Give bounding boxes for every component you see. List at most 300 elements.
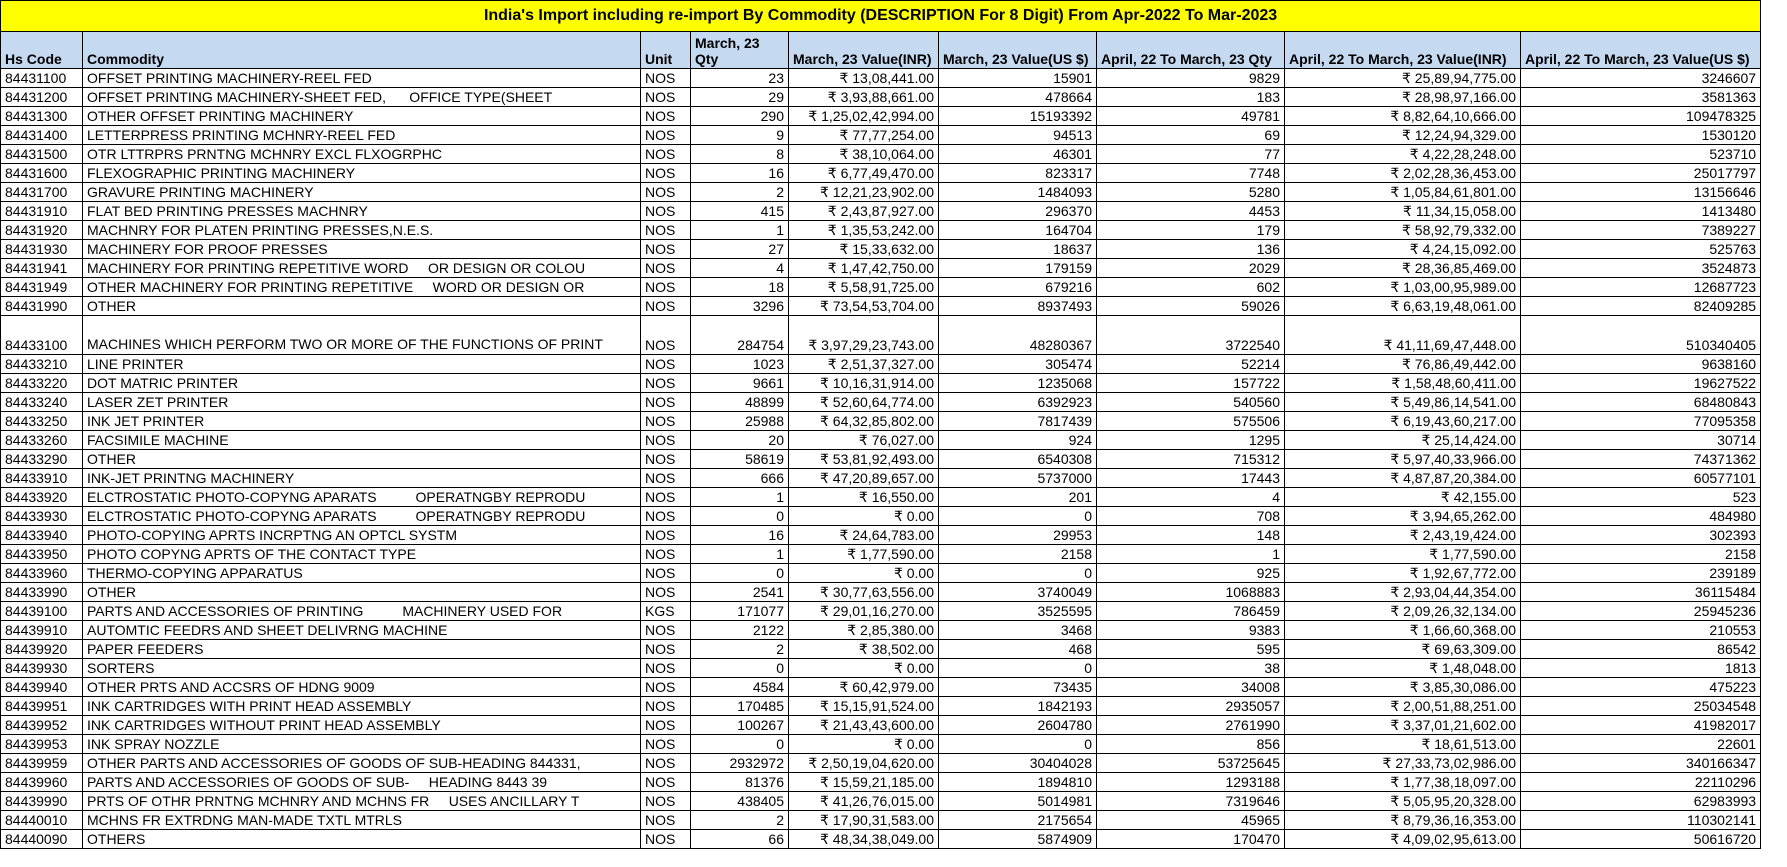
cell-march-value-inr[interactable]: ₹ 10,16,31,914.00 <box>789 374 939 393</box>
cell-ytd-value-inr[interactable]: ₹ 8,82,64,10,666.00 <box>1285 107 1521 126</box>
cell-ytd-value-usd[interactable]: 68480843 <box>1521 393 1761 412</box>
cell-commodity[interactable]: AUTOMTIC FEEDRS AND SHEET DELIVRNG MACHINE <box>83 621 641 640</box>
cell-ytd-value-usd[interactable]: 22601 <box>1521 735 1761 754</box>
cell-march-value-usd[interactable]: 0 <box>939 735 1097 754</box>
cell-march-value-usd[interactable]: 73435 <box>939 678 1097 697</box>
cell-ytd-qty[interactable]: 53725645 <box>1097 754 1285 773</box>
cell-march-value-usd[interactable]: 3740049 <box>939 583 1097 602</box>
header-commodity[interactable]: Commodity <box>83 32 641 69</box>
cell-ytd-qty[interactable]: 786459 <box>1097 602 1285 621</box>
cell-march-value-usd[interactable]: 3525595 <box>939 602 1097 621</box>
cell-unit[interactable]: NOS <box>641 355 691 374</box>
header-hs-code[interactable]: Hs Code <box>1 32 83 69</box>
cell-ytd-value-usd[interactable]: 19627522 <box>1521 374 1761 393</box>
cell-hs-code[interactable]: 84431100 <box>1 69 83 88</box>
cell-march-value-inr[interactable]: ₹ 0.00 <box>789 564 939 583</box>
cell-hs-code[interactable]: 84431941 <box>1 259 83 278</box>
cell-march-qty[interactable]: 0 <box>691 564 789 583</box>
cell-march-value-inr[interactable]: ₹ 13,08,441.00 <box>789 69 939 88</box>
cell-ytd-qty[interactable]: 136 <box>1097 240 1285 259</box>
cell-march-qty[interactable]: 48899 <box>691 393 789 412</box>
cell-ytd-value-inr[interactable]: ₹ 3,94,65,262.00 <box>1285 507 1521 526</box>
cell-ytd-value-inr[interactable]: ₹ 1,77,590.00 <box>1285 545 1521 564</box>
cell-ytd-value-usd[interactable]: 82409285 <box>1521 297 1761 316</box>
cell-unit[interactable]: NOS <box>641 507 691 526</box>
cell-ytd-qty[interactable]: 708 <box>1097 507 1285 526</box>
cell-ytd-value-inr[interactable]: ₹ 28,98,97,166.00 <box>1285 88 1521 107</box>
cell-ytd-value-usd[interactable]: 475223 <box>1521 678 1761 697</box>
cell-ytd-value-usd[interactable]: 239189 <box>1521 564 1761 583</box>
cell-commodity[interactable]: PHOTO-COPYING APRTS INCRPTNG AN OPTCL SYSTM <box>83 526 641 545</box>
cell-commodity[interactable]: PAPER FEEDERS <box>83 640 641 659</box>
cell-hs-code[interactable]: 84439920 <box>1 640 83 659</box>
cell-ytd-value-usd[interactable]: 50616720 <box>1521 830 1761 849</box>
cell-march-value-usd[interactable]: 2175654 <box>939 811 1097 830</box>
cell-unit[interactable]: NOS <box>641 431 691 450</box>
cell-march-qty[interactable]: 29 <box>691 88 789 107</box>
cell-commodity[interactable]: ELCTROSTATIC PHOTO-COPYNG APARATS OPERATNGBY REPRODU <box>83 507 641 526</box>
cell-hs-code[interactable]: 84439951 <box>1 697 83 716</box>
cell-march-qty[interactable]: 4584 <box>691 678 789 697</box>
cell-ytd-value-usd[interactable]: 110302141 <box>1521 811 1761 830</box>
cell-march-qty[interactable]: 3296 <box>691 297 789 316</box>
cell-ytd-qty[interactable]: 179 <box>1097 221 1285 240</box>
cell-ytd-qty[interactable]: 9383 <box>1097 621 1285 640</box>
cell-march-value-usd[interactable]: 46301 <box>939 145 1097 164</box>
cell-ytd-value-inr[interactable]: ₹ 41,11,69,47,448.00 <box>1285 316 1521 355</box>
cell-march-value-inr[interactable]: ₹ 41,26,76,015.00 <box>789 792 939 811</box>
cell-ytd-qty[interactable]: 5280 <box>1097 183 1285 202</box>
cell-ytd-value-inr[interactable]: ₹ 1,77,38,18,097.00 <box>1285 773 1521 792</box>
cell-march-qty[interactable]: 8 <box>691 145 789 164</box>
cell-march-qty[interactable]: 415 <box>691 202 789 221</box>
cell-march-value-inr[interactable]: ₹ 3,97,29,23,743.00 <box>789 316 939 355</box>
cell-march-value-inr[interactable]: ₹ 6,77,49,470.00 <box>789 164 939 183</box>
cell-hs-code[interactable]: 84433950 <box>1 545 83 564</box>
cell-march-value-inr[interactable]: ₹ 15,59,21,185.00 <box>789 773 939 792</box>
cell-hs-code[interactable]: 84431920 <box>1 221 83 240</box>
cell-march-value-usd[interactable]: 823317 <box>939 164 1097 183</box>
cell-march-value-inr[interactable]: ₹ 77,77,254.00 <box>789 126 939 145</box>
cell-march-value-usd[interactable]: 5737000 <box>939 469 1097 488</box>
cell-march-value-usd[interactable]: 15901 <box>939 69 1097 88</box>
cell-hs-code[interactable]: 84433260 <box>1 431 83 450</box>
cell-unit[interactable]: NOS <box>641 316 691 355</box>
cell-ytd-qty[interactable]: 2761990 <box>1097 716 1285 735</box>
cell-march-value-usd[interactable]: 1894810 <box>939 773 1097 792</box>
cell-unit[interactable]: NOS <box>641 488 691 507</box>
cell-march-value-usd[interactable]: 0 <box>939 659 1097 678</box>
cell-unit[interactable]: NOS <box>641 469 691 488</box>
cell-march-qty[interactable]: 2 <box>691 811 789 830</box>
cell-commodity[interactable]: INK CARTRIDGES WITH PRINT HEAD ASSEMBLY <box>83 697 641 716</box>
cell-ytd-qty[interactable]: 49781 <box>1097 107 1285 126</box>
cell-ytd-qty[interactable]: 1295 <box>1097 431 1285 450</box>
cell-ytd-value-usd[interactable]: 41982017 <box>1521 716 1761 735</box>
cell-unit[interactable]: NOS <box>641 69 691 88</box>
cell-march-value-inr[interactable]: ₹ 5,58,91,725.00 <box>789 278 939 297</box>
cell-ytd-value-usd[interactable]: 3524873 <box>1521 259 1761 278</box>
cell-march-value-inr[interactable]: ₹ 12,21,23,902.00 <box>789 183 939 202</box>
cell-march-value-inr[interactable]: ₹ 30,77,63,556.00 <box>789 583 939 602</box>
cell-commodity[interactable]: SORTERS <box>83 659 641 678</box>
cell-commodity[interactable]: OTHER OFFSET PRINTING MACHINERY <box>83 107 641 126</box>
cell-unit[interactable]: NOS <box>641 183 691 202</box>
cell-ytd-value-usd[interactable]: 1813 <box>1521 659 1761 678</box>
cell-ytd-value-usd[interactable]: 9638160 <box>1521 355 1761 374</box>
cell-ytd-value-inr[interactable]: ₹ 11,34,15,058.00 <box>1285 202 1521 221</box>
cell-ytd-value-usd[interactable]: 36115484 <box>1521 583 1761 602</box>
cell-commodity[interactable]: FLAT BED PRINTING PRESSES MACHNRY <box>83 202 641 221</box>
cell-hs-code[interactable]: 84439990 <box>1 792 83 811</box>
cell-unit[interactable]: NOS <box>641 450 691 469</box>
header-march-qty[interactable]: March, 23 Qty <box>691 32 789 69</box>
cell-unit[interactable]: NOS <box>641 374 691 393</box>
cell-commodity[interactable]: PRTS OF OTHR PRNTNG MCHNRY AND MCHNS FR USES ANCILLARY T <box>83 792 641 811</box>
cell-march-value-usd[interactable]: 1842193 <box>939 697 1097 716</box>
cell-march-qty[interactable]: 18 <box>691 278 789 297</box>
cell-ytd-value-usd[interactable]: 1530120 <box>1521 126 1761 145</box>
cell-march-value-usd[interactable]: 0 <box>939 507 1097 526</box>
cell-ytd-value-usd[interactable]: 62983993 <box>1521 792 1761 811</box>
cell-march-qty[interactable]: 171077 <box>691 602 789 621</box>
cell-ytd-value-inr[interactable]: ₹ 25,89,94,775.00 <box>1285 69 1521 88</box>
cell-march-value-inr[interactable]: ₹ 21,43,43,600.00 <box>789 716 939 735</box>
cell-commodity[interactable]: INK JET PRINTER <box>83 412 641 431</box>
cell-ytd-value-inr[interactable]: ₹ 5,49,86,14,541.00 <box>1285 393 1521 412</box>
cell-hs-code[interactable]: 84431200 <box>1 88 83 107</box>
cell-march-value-usd[interactable]: 679216 <box>939 278 1097 297</box>
cell-ytd-qty[interactable]: 595 <box>1097 640 1285 659</box>
cell-ytd-value-inr[interactable]: ₹ 2,00,51,88,251.00 <box>1285 697 1521 716</box>
cell-ytd-qty[interactable]: 925 <box>1097 564 1285 583</box>
cell-march-value-usd[interactable]: 164704 <box>939 221 1097 240</box>
cell-ytd-qty[interactable]: 170470 <box>1097 830 1285 849</box>
cell-unit[interactable]: NOS <box>641 640 691 659</box>
cell-march-qty[interactable]: 81376 <box>691 773 789 792</box>
cell-march-value-inr[interactable]: ₹ 16,550.00 <box>789 488 939 507</box>
cell-march-qty[interactable]: 25988 <box>691 412 789 431</box>
cell-unit[interactable]: NOS <box>641 716 691 735</box>
cell-march-value-usd[interactable]: 179159 <box>939 259 1097 278</box>
cell-unit[interactable]: NOS <box>641 735 691 754</box>
cell-ytd-value-usd[interactable]: 13156646 <box>1521 183 1761 202</box>
cell-ytd-value-usd[interactable]: 25945236 <box>1521 602 1761 621</box>
cell-march-value-usd[interactable]: 1235068 <box>939 374 1097 393</box>
cell-commodity[interactable]: MACHINES WHICH PERFORM TWO OR MORE OF THE FUNCTIONS OF PRINT <box>83 316 641 355</box>
cell-march-value-inr[interactable]: ₹ 15,33,632.00 <box>789 240 939 259</box>
cell-unit[interactable]: NOS <box>641 107 691 126</box>
cell-commodity[interactable]: INK CARTRIDGES WITHOUT PRINT HEAD ASSEMBLY <box>83 716 641 735</box>
cell-hs-code[interactable]: 84433940 <box>1 526 83 545</box>
cell-ytd-value-inr[interactable]: ₹ 1,66,60,368.00 <box>1285 621 1521 640</box>
cell-march-value-usd[interactable]: 15193392 <box>939 107 1097 126</box>
cell-unit[interactable]: NOS <box>641 164 691 183</box>
cell-hs-code[interactable]: 84431910 <box>1 202 83 221</box>
cell-ytd-value-inr[interactable]: ₹ 1,58,48,60,411.00 <box>1285 374 1521 393</box>
cell-hs-code[interactable]: 84439953 <box>1 735 83 754</box>
cell-ytd-value-usd[interactable]: 210553 <box>1521 621 1761 640</box>
cell-commodity[interactable]: MACHINERY FOR PRINTING REPETITIVE WORD OR DESIGN OR COLOU <box>83 259 641 278</box>
cell-ytd-qty[interactable]: 540560 <box>1097 393 1285 412</box>
cell-march-value-inr[interactable]: ₹ 60,42,979.00 <box>789 678 939 697</box>
cell-ytd-value-inr[interactable]: ₹ 2,02,28,36,453.00 <box>1285 164 1521 183</box>
cell-march-value-inr[interactable]: ₹ 2,43,87,927.00 <box>789 202 939 221</box>
cell-ytd-qty[interactable]: 575506 <box>1097 412 1285 431</box>
cell-ytd-value-usd[interactable]: 525763 <box>1521 240 1761 259</box>
cell-unit[interactable]: NOS <box>641 259 691 278</box>
cell-march-qty[interactable]: 2122 <box>691 621 789 640</box>
cell-ytd-qty[interactable]: 148 <box>1097 526 1285 545</box>
cell-hs-code[interactable]: 84440090 <box>1 830 83 849</box>
cell-march-value-usd[interactable]: 6392923 <box>939 393 1097 412</box>
cell-march-value-inr[interactable]: ₹ 0.00 <box>789 735 939 754</box>
cell-ytd-value-inr[interactable]: ₹ 5,05,95,20,328.00 <box>1285 792 1521 811</box>
cell-hs-code[interactable]: 84439930 <box>1 659 83 678</box>
cell-hs-code[interactable]: 84431990 <box>1 297 83 316</box>
cell-march-qty[interactable]: 58619 <box>691 450 789 469</box>
cell-unit[interactable]: NOS <box>641 240 691 259</box>
cell-march-value-usd[interactable]: 305474 <box>939 355 1097 374</box>
cell-march-qty[interactable]: 100267 <box>691 716 789 735</box>
cell-march-value-usd[interactable]: 94513 <box>939 126 1097 145</box>
cell-ytd-value-usd[interactable]: 340166347 <box>1521 754 1761 773</box>
cell-march-qty[interactable]: 9661 <box>691 374 789 393</box>
cell-ytd-qty[interactable]: 52214 <box>1097 355 1285 374</box>
cell-hs-code[interactable]: 84433250 <box>1 412 83 431</box>
cell-march-qty[interactable]: 284754 <box>691 316 789 355</box>
cell-ytd-value-usd[interactable]: 302393 <box>1521 526 1761 545</box>
cell-commodity[interactable]: PARTS AND ACCESSORIES OF GOODS OF SUB- HEADING 8443 39 <box>83 773 641 792</box>
cell-ytd-value-inr[interactable]: ₹ 2,43,19,424.00 <box>1285 526 1521 545</box>
cell-hs-code[interactable]: 84431700 <box>1 183 83 202</box>
cell-march-value-inr[interactable]: ₹ 47,20,89,657.00 <box>789 469 939 488</box>
cell-ytd-value-inr[interactable]: ₹ 1,03,00,95,989.00 <box>1285 278 1521 297</box>
cell-commodity[interactable]: PHOTO COPYNG APRTS OF THE CONTACT TYPE <box>83 545 641 564</box>
cell-ytd-value-usd[interactable]: 86542 <box>1521 640 1761 659</box>
cell-unit[interactable]: NOS <box>641 412 691 431</box>
cell-ytd-value-inr[interactable]: ₹ 6,63,19,48,061.00 <box>1285 297 1521 316</box>
cell-ytd-qty[interactable]: 7748 <box>1097 164 1285 183</box>
cell-ytd-value-inr[interactable]: ₹ 2,09,26,32,134.00 <box>1285 602 1521 621</box>
cell-unit[interactable]: NOS <box>641 545 691 564</box>
cell-ytd-qty[interactable]: 4 <box>1097 488 1285 507</box>
cell-march-value-usd[interactable]: 5014981 <box>939 792 1097 811</box>
cell-ytd-value-inr[interactable]: ₹ 3,37,01,21,602.00 <box>1285 716 1521 735</box>
cell-ytd-qty[interactable]: 1 <box>1097 545 1285 564</box>
cell-hs-code[interactable]: 84431500 <box>1 145 83 164</box>
cell-ytd-value-inr[interactable]: ₹ 42,155.00 <box>1285 488 1521 507</box>
cell-ytd-qty[interactable]: 3722540 <box>1097 316 1285 355</box>
cell-hs-code[interactable]: 84433960 <box>1 564 83 583</box>
cell-ytd-value-usd[interactable]: 510340405 <box>1521 316 1761 355</box>
cell-march-qty[interactable]: 0 <box>691 507 789 526</box>
cell-hs-code[interactable]: 84433290 <box>1 450 83 469</box>
cell-commodity[interactable]: OTHER MACHINERY FOR PRINTING REPETITIVE WORD OR DESIGN OR <box>83 278 641 297</box>
header-ytd-value-inr[interactable]: April, 22 To March, 23 Value(INR) <box>1285 32 1521 69</box>
cell-ytd-value-usd[interactable]: 523710 <box>1521 145 1761 164</box>
cell-commodity[interactable]: INK SPRAY NOZZLE <box>83 735 641 754</box>
cell-commodity[interactable]: OFFSET PRINTING MACHINERY-REEL FED <box>83 69 641 88</box>
cell-ytd-qty[interactable]: 45965 <box>1097 811 1285 830</box>
cell-unit[interactable]: NOS <box>641 145 691 164</box>
cell-commodity[interactable]: DOT MATRIC PRINTER <box>83 374 641 393</box>
cell-ytd-value-inr[interactable]: ₹ 28,36,85,469.00 <box>1285 259 1521 278</box>
cell-march-qty[interactable]: 16 <box>691 164 789 183</box>
cell-march-qty[interactable]: 9 <box>691 126 789 145</box>
cell-unit[interactable]: NOS <box>641 297 691 316</box>
cell-march-value-inr[interactable]: ₹ 29,01,16,270.00 <box>789 602 939 621</box>
cell-commodity[interactable]: ELCTROSTATIC PHOTO-COPYNG APARATS OPERATNGBY REPRODU <box>83 488 641 507</box>
cell-march-value-inr[interactable]: ₹ 1,25,02,42,994.00 <box>789 107 939 126</box>
cell-commodity[interactable]: FACSIMILE MACHINE <box>83 431 641 450</box>
cell-march-value-usd[interactable]: 48280367 <box>939 316 1097 355</box>
header-unit[interactable]: Unit <box>641 32 691 69</box>
cell-unit[interactable]: NOS <box>641 811 691 830</box>
cell-hs-code[interactable]: 84431400 <box>1 126 83 145</box>
cell-march-qty[interactable]: 1 <box>691 488 789 507</box>
cell-march-qty[interactable]: 666 <box>691 469 789 488</box>
cell-march-value-usd[interactable]: 468 <box>939 640 1097 659</box>
cell-commodity[interactable]: MACHNRY FOR PLATEN PRINTING PRESSES,N.E.S. <box>83 221 641 240</box>
cell-ytd-value-usd[interactable]: 3581363 <box>1521 88 1761 107</box>
cell-ytd-qty[interactable]: 17443 <box>1097 469 1285 488</box>
cell-ytd-value-usd[interactable]: 77095358 <box>1521 412 1761 431</box>
cell-commodity[interactable]: OTHER PARTS AND ACCESSORIES OF GOODS OF SUB-HEADING 844331, <box>83 754 641 773</box>
cell-march-value-usd[interactable]: 30404028 <box>939 754 1097 773</box>
cell-march-qty[interactable]: 2 <box>691 183 789 202</box>
cell-march-qty[interactable]: 170485 <box>691 697 789 716</box>
cell-unit[interactable]: NOS <box>641 621 691 640</box>
cell-commodity[interactable]: OTHER <box>83 583 641 602</box>
cell-commodity[interactable]: MACHINERY FOR PROOF PRESSES <box>83 240 641 259</box>
cell-march-value-inr[interactable]: ₹ 52,60,64,774.00 <box>789 393 939 412</box>
cell-unit[interactable]: NOS <box>641 564 691 583</box>
cell-march-value-inr[interactable]: ₹ 76,027.00 <box>789 431 939 450</box>
cell-march-value-inr[interactable]: ₹ 17,90,31,583.00 <box>789 811 939 830</box>
cell-march-value-usd[interactable]: 8937493 <box>939 297 1097 316</box>
header-ytd-qty[interactable]: April, 22 To March, 23 Qty <box>1097 32 1285 69</box>
cell-ytd-value-usd[interactable]: 2158 <box>1521 545 1761 564</box>
cell-unit[interactable]: NOS <box>641 278 691 297</box>
cell-hs-code[interactable]: 84439940 <box>1 678 83 697</box>
cell-march-value-inr[interactable]: ₹ 38,10,064.00 <box>789 145 939 164</box>
header-march-value-inr[interactable]: March, 23 Value(INR) <box>789 32 939 69</box>
cell-commodity[interactable]: LETTERPRESS PRINTING MCHNRY-REEL FED <box>83 126 641 145</box>
cell-unit[interactable]: NOS <box>641 221 691 240</box>
cell-march-value-usd[interactable]: 478664 <box>939 88 1097 107</box>
cell-unit[interactable]: NOS <box>641 773 691 792</box>
cell-hs-code[interactable]: 84439910 <box>1 621 83 640</box>
cell-hs-code[interactable]: 84433210 <box>1 355 83 374</box>
cell-ytd-value-usd[interactable]: 523 <box>1521 488 1761 507</box>
cell-ytd-value-usd[interactable]: 74371362 <box>1521 450 1761 469</box>
cell-march-value-inr[interactable]: ₹ 53,81,92,493.00 <box>789 450 939 469</box>
cell-march-value-inr[interactable]: ₹ 1,35,53,242.00 <box>789 221 939 240</box>
cell-ytd-qty[interactable]: 157722 <box>1097 374 1285 393</box>
cell-ytd-value-inr[interactable]: ₹ 4,22,28,248.00 <box>1285 145 1521 164</box>
cell-ytd-value-inr[interactable]: ₹ 1,92,67,772.00 <box>1285 564 1521 583</box>
cell-march-qty[interactable]: 290 <box>691 107 789 126</box>
cell-march-value-inr[interactable]: ₹ 0.00 <box>789 507 939 526</box>
cell-hs-code[interactable]: 84431300 <box>1 107 83 126</box>
cell-ytd-value-inr[interactable]: ₹ 8,79,36,16,353.00 <box>1285 811 1521 830</box>
cell-ytd-value-inr[interactable]: ₹ 18,61,513.00 <box>1285 735 1521 754</box>
cell-ytd-qty[interactable]: 856 <box>1097 735 1285 754</box>
cell-hs-code[interactable]: 84431930 <box>1 240 83 259</box>
cell-unit[interactable]: NOS <box>641 754 691 773</box>
cell-hs-code[interactable]: 84433220 <box>1 374 83 393</box>
cell-unit[interactable]: NOS <box>641 697 691 716</box>
cell-march-value-usd[interactable]: 1484093 <box>939 183 1097 202</box>
cell-ytd-value-inr[interactable]: ₹ 4,09,02,95,613.00 <box>1285 830 1521 849</box>
cell-commodity[interactable]: OFFSET PRINTING MACHINERY-SHEET FED, OFFICE TYPE(SHEET <box>83 88 641 107</box>
cell-hs-code[interactable]: 84439959 <box>1 754 83 773</box>
cell-commodity[interactable]: PARTS AND ACCESSORIES OF PRINTING MACHINERY USED FOR <box>83 602 641 621</box>
cell-ytd-value-usd[interactable]: 484980 <box>1521 507 1761 526</box>
header-ytd-value-usd[interactable]: April, 22 To March, 23 Value(US $) <box>1521 32 1761 69</box>
cell-ytd-value-usd[interactable]: 60577101 <box>1521 469 1761 488</box>
cell-march-value-inr[interactable]: ₹ 0.00 <box>789 659 939 678</box>
cell-ytd-value-inr[interactable]: ₹ 76,86,49,442.00 <box>1285 355 1521 374</box>
cell-ytd-value-usd[interactable]: 7389227 <box>1521 221 1761 240</box>
cell-ytd-value-usd[interactable]: 25034548 <box>1521 697 1761 716</box>
cell-ytd-qty[interactable]: 715312 <box>1097 450 1285 469</box>
cell-ytd-qty[interactable]: 602 <box>1097 278 1285 297</box>
cell-hs-code[interactable]: 84439100 <box>1 602 83 621</box>
cell-unit[interactable]: NOS <box>641 678 691 697</box>
cell-ytd-value-inr[interactable]: ₹ 1,05,84,61,801.00 <box>1285 183 1521 202</box>
cell-unit[interactable]: NOS <box>641 830 691 849</box>
cell-ytd-value-inr[interactable]: ₹ 2,93,04,44,354.00 <box>1285 583 1521 602</box>
cell-march-value-inr[interactable]: ₹ 73,54,53,704.00 <box>789 297 939 316</box>
cell-march-qty[interactable]: 27 <box>691 240 789 259</box>
cell-unit[interactable]: NOS <box>641 88 691 107</box>
cell-ytd-qty[interactable]: 2029 <box>1097 259 1285 278</box>
cell-unit[interactable]: KGS <box>641 602 691 621</box>
cell-ytd-value-usd[interactable]: 30714 <box>1521 431 1761 450</box>
cell-unit[interactable]: NOS <box>641 126 691 145</box>
cell-ytd-value-inr[interactable]: ₹ 3,85,30,086.00 <box>1285 678 1521 697</box>
cell-hs-code[interactable]: 84433990 <box>1 583 83 602</box>
cell-ytd-qty[interactable]: 183 <box>1097 88 1285 107</box>
cell-march-value-inr[interactable]: ₹ 2,85,380.00 <box>789 621 939 640</box>
cell-hs-code[interactable]: 84433100 <box>1 316 83 355</box>
cell-march-value-usd[interactable]: 7817439 <box>939 412 1097 431</box>
cell-commodity[interactable]: THERMO-COPYING APPARATUS <box>83 564 641 583</box>
cell-unit[interactable]: NOS <box>641 526 691 545</box>
cell-hs-code[interactable]: 84433910 <box>1 469 83 488</box>
cell-ytd-value-inr[interactable]: ₹ 58,92,79,332.00 <box>1285 221 1521 240</box>
cell-ytd-value-inr[interactable]: ₹ 27,33,73,02,986.00 <box>1285 754 1521 773</box>
cell-march-qty[interactable]: 1 <box>691 221 789 240</box>
cell-march-value-inr[interactable]: ₹ 64,32,85,802.00 <box>789 412 939 431</box>
cell-march-value-usd[interactable]: 5874909 <box>939 830 1097 849</box>
cell-march-qty[interactable]: 2932972 <box>691 754 789 773</box>
cell-unit[interactable]: NOS <box>641 792 691 811</box>
cell-commodity[interactable]: OTHER <box>83 450 641 469</box>
cell-commodity[interactable]: LINE PRINTER <box>83 355 641 374</box>
cell-hs-code[interactable]: 84433920 <box>1 488 83 507</box>
cell-ytd-qty[interactable]: 4453 <box>1097 202 1285 221</box>
cell-march-value-inr[interactable]: ₹ 24,64,783.00 <box>789 526 939 545</box>
cell-march-value-usd[interactable]: 29953 <box>939 526 1097 545</box>
header-march-value-usd[interactable]: March, 23 Value(US $) <box>939 32 1097 69</box>
cell-ytd-value-inr[interactable]: ₹ 1,48,048.00 <box>1285 659 1521 678</box>
cell-march-value-usd[interactable]: 2158 <box>939 545 1097 564</box>
cell-march-qty[interactable]: 438405 <box>691 792 789 811</box>
cell-ytd-qty[interactable]: 1293188 <box>1097 773 1285 792</box>
